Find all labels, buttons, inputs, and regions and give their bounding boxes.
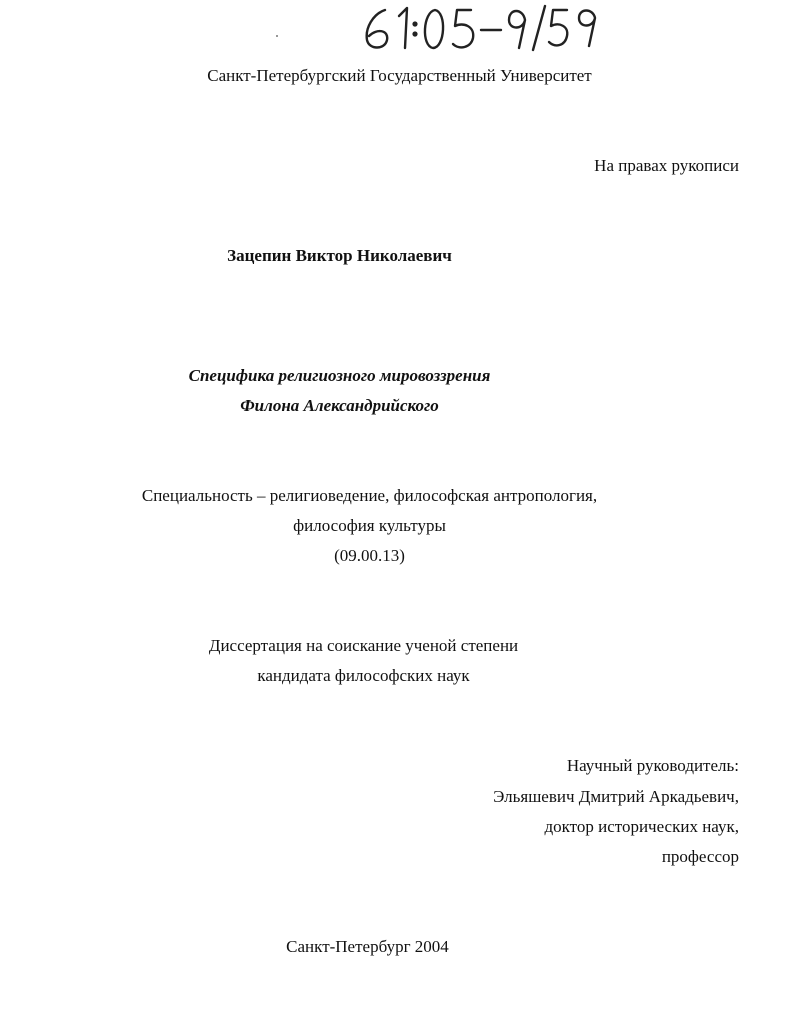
- university-name: Санкт-Петербургский Государственный Университет: [207, 66, 592, 85]
- author-name: Зацепин Виктор Николаевич: [227, 246, 452, 265]
- advisor-label: Научный руководитель:: [566, 756, 739, 775]
- specialty-line-1: Специальность – религиоведение, философская антропология,: [141, 486, 598, 505]
- advisor-degree: доктор исторических наук,: [544, 817, 739, 836]
- degree-line-1: Диссертация на соискание ученой степени: [208, 636, 519, 655]
- advisor-name: Эльяшевич Дмитрий Аркадьевич,: [493, 787, 739, 806]
- specialty-line-2: философия культуры: [293, 516, 446, 535]
- advisor-rank: профессор: [661, 847, 739, 866]
- place-and-year: Санкт-Петербург 2004: [286, 937, 449, 956]
- dissertation-title-line-1: Специфика религиозного мировоззрения: [188, 366, 491, 385]
- dissertation-title-line-2: Филона Александрийского: [240, 396, 439, 415]
- specialty-code: (09.00.13): [334, 546, 405, 565]
- handwritten-archive-code: [355, 2, 605, 54]
- speck: [276, 35, 278, 37]
- manuscript-rights-note: На правах рукописи: [594, 156, 739, 175]
- archive-code-text: [360, 10, 364, 11]
- degree-line-2: кандидата философских наук: [257, 666, 470, 685]
